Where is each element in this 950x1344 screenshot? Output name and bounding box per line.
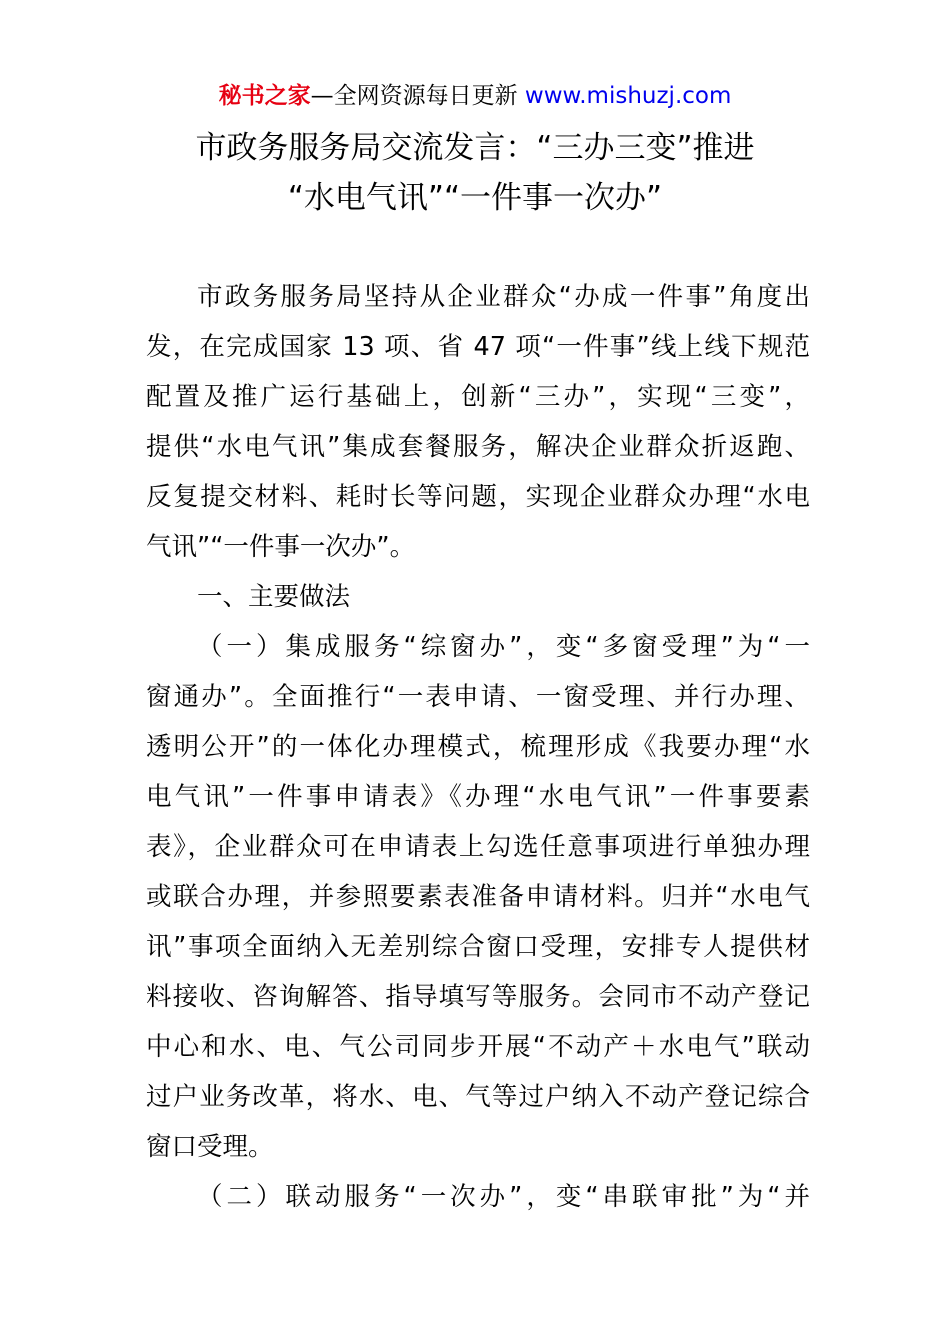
banner-tagline: —全网资源每日更新: [310, 83, 525, 109]
document-title-line-2: “水电气讯”“一件事一次办”: [287, 180, 663, 216]
site-url-link[interactable]: www.mishuzj.com: [524, 83, 732, 109]
body-line: 中心和水、电、气公司同步开展“不动产＋水电气”联动: [146, 1032, 810, 1062]
body-line: （二）联动服务“一次办”，变“串联审批”为“并: [197, 1182, 810, 1212]
body-line: 配置及推广运行基础上，创新“三办”，实现“三变”，: [146, 382, 810, 412]
body-line: 反复提交材料、耗时长等问题，实现企业群众办理“水电: [146, 482, 810, 512]
body-line: 透明公开”的一体化办理模式，梳理形成《我要办理“水: [146, 732, 810, 762]
document-body: [146, 272, 810, 1222]
document-title-line-1: 市政务服务局交流发言：“三办三变”推进: [195, 130, 755, 166]
body-line: 提供“水电气讯”集成套餐服务，解决企业群众折返跑、: [146, 432, 810, 462]
site-banner: [0, 80, 950, 112]
body-line: 料接收、咨询解答、指导填写等服务。会同市不动产登记: [146, 982, 810, 1012]
section-heading: 一、主要做法: [197, 582, 351, 612]
body-line: 气讯”“一件事一次办”。: [146, 532, 416, 562]
body-line: 发，在完成国家 13 项、省 47 项“一件事”线上线下规范: [146, 332, 810, 362]
body-line: （一）集成服务“综窗办”，变“多窗受理”为“一: [197, 632, 810, 662]
body-line: 表》，企业群众可在申请表上勾选任意事项进行单独办理: [146, 832, 810, 862]
body-line: 窗通办”。全面推行“一表申请、一窗受理、并行办理、: [146, 682, 810, 712]
body-line: 过户业务改革，将水、电、气等过户纳入不动产登记综合: [146, 1082, 810, 1112]
body-line: 市政务服务局坚持从企业群众“办成一件事”角度出: [197, 282, 810, 312]
brand-name: 秘书之家: [218, 83, 311, 109]
body-line: 讯”事项全面纳入无差别综合窗口受理，安排专人提供材: [146, 932, 810, 962]
body-line: 电气讯”一件事申请表》《办理“水电气讯”一件事要素: [146, 782, 810, 812]
body-line: 或联合办理，并参照要素表准备申请材料。归并“水电气: [146, 882, 810, 912]
body-line: 窗口受理。: [146, 1132, 274, 1162]
